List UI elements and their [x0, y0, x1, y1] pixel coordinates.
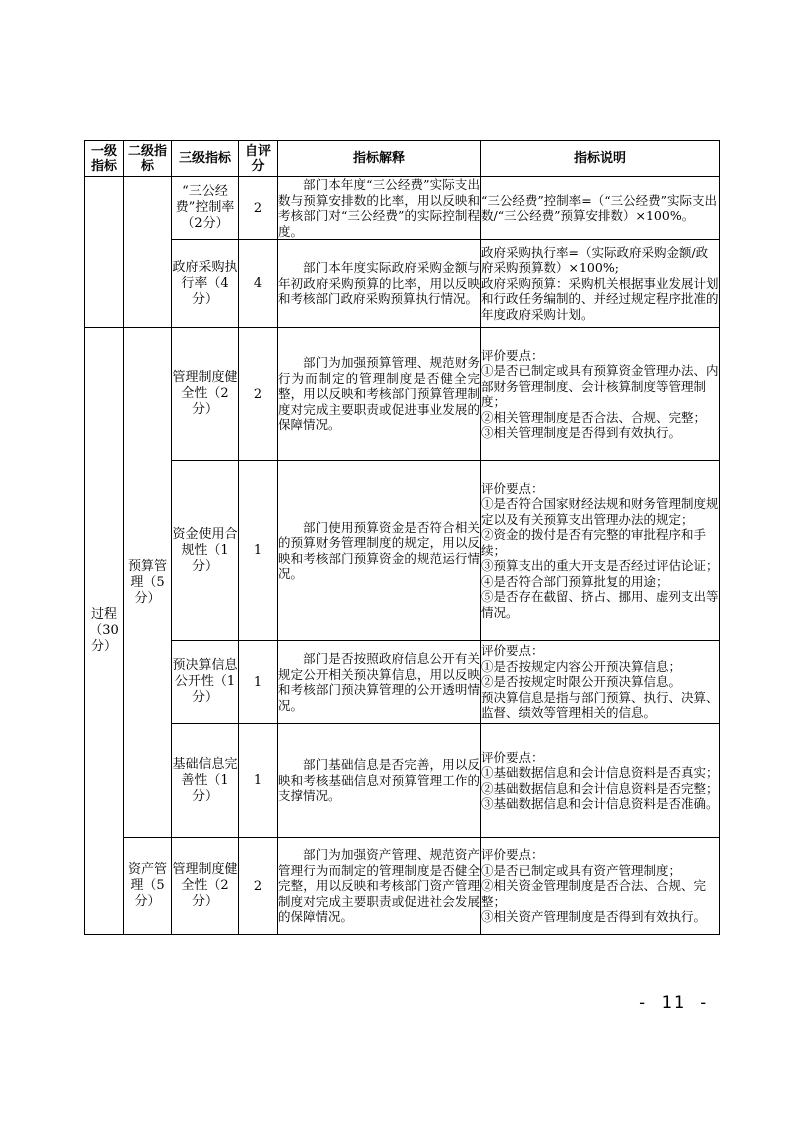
- score-cell: 2: [239, 177, 278, 240]
- level3-cell: 资金使用合规性（1分）: [172, 461, 239, 641]
- level1-empty-cell: [85, 177, 124, 328]
- score-cell: 4: [239, 240, 278, 328]
- table-row: [85, 328, 720, 461]
- indicator-table: [84, 140, 720, 935]
- level3-cell: 预决算信息公开性（1分）: [172, 641, 239, 724]
- description-line: ①是否已制定或具有资产管理制度；: [481, 862, 682, 878]
- score-cell: 1: [239, 641, 278, 724]
- score-cell: 2: [239, 838, 278, 935]
- header-self-score: 自评分: [239, 141, 278, 177]
- description-cell: [481, 461, 720, 641]
- description-line: 预决算信息是指与部门预算、执行、决算、监督、绩效等管理相关的信息。: [481, 689, 719, 721]
- description-line: ④是否符合部门预算批复的用途；: [481, 573, 669, 589]
- explanation-cell: 部门基础信息是否完善，用以反映和考核基础信息对预算管理工作的支撑情况。: [278, 724, 481, 838]
- description-line: ②资金的拨付是否有完整的审批程序和手续；: [481, 527, 707, 558]
- description-line: ②相关资金管理制度是否合法、合规、完整；: [481, 878, 707, 909]
- header-description: 指标说明: [481, 141, 720, 177]
- description-line: ③基础数据信息和会计信息资料是否准确。: [481, 796, 719, 811]
- level3-cell: 管理制度健全性（2分）: [172, 838, 239, 935]
- table-row: [85, 461, 720, 641]
- description-cell: [481, 328, 720, 461]
- description-line: 评价要点：: [481, 643, 544, 659]
- header-level2: 二级指标: [124, 141, 172, 177]
- explanation-cell: 部门为加强预算管理、规范财务行为而制定的管理制度是否健全完整，用以反映和考核部门预算管理制度对完成主要职责或促进事业发展的保障情况。: [278, 328, 481, 461]
- explanation-cell: 部门本年度实际政府采购金额与年初政府采购预算的比率，用以反映和考核部门政府采购预算执行情况。: [278, 240, 481, 328]
- level2-budget-mgmt-cell: 预算管理（5分）: [124, 328, 172, 838]
- description-line: ⑤是否存在截留、挤占、挪用、虚列支出等情况。: [481, 589, 719, 620]
- level1-process-cell: 过程（30分）: [85, 328, 124, 935]
- score-cell: 2: [239, 328, 278, 461]
- table-header-row: [85, 141, 720, 177]
- explanation-cell: 部门为加强资产管理、规范资产管理行为而制定的管理制度是否健全完整，用以反映和考核部门资产管理制度对完成主要职责或促进社会发展的保障情况。: [278, 838, 481, 935]
- description-line: ③预算支出的重大开支是否经过评估论证；: [481, 558, 719, 574]
- table-row: [85, 838, 720, 935]
- description-line: ②是否按规定时限公开预决算信息。: [481, 674, 682, 690]
- score-cell: 1: [239, 461, 278, 641]
- description-line: ②基础数据信息和会计信息资料是否完整；: [481, 780, 719, 796]
- level2-empty-cell: [124, 177, 172, 328]
- description-line: 评价要点：: [481, 347, 544, 363]
- explanation-cell: 部门本年度“三公经费”实际支出数与预算安排数的比率，用以反映和考核部门对“三公经费”的实际控制程度。: [278, 177, 480, 239]
- description-cell: [481, 724, 720, 838]
- description-line: 评价要点：: [481, 847, 544, 863]
- description-line: ①是否已制定或具有预算资金管理办法、内部财务管理制度、会计核算制度等管理制度；: [481, 363, 719, 409]
- description-cell: [481, 240, 720, 328]
- level3-cell: 管理制度健全性（2分）: [172, 328, 239, 461]
- description-line: 评价要点：: [481, 480, 544, 496]
- description-line: ②相关管理制度是否合法、合规、完整；: [481, 409, 707, 425]
- description-cell: [481, 838, 720, 935]
- description-line: 政府采购预算：采购机关根据事业发展计划和行政任务编制的、并经过规定程序批准的年度政府采购计划。: [481, 275, 719, 322]
- level3-cell: “三公经费”控制率（2分）: [172, 177, 239, 240]
- level3-cell: 基础信息完善性（1分）: [172, 724, 239, 838]
- header-level3: 三级指标: [172, 141, 239, 177]
- table-row: [85, 177, 720, 240]
- description-line: 评价要点：: [481, 749, 544, 765]
- description-line: ①是否符合国家财经法规和财务管理制度规定以及有关预算支出管理办法的规定；: [481, 496, 719, 527]
- description-line: ①是否按规定内容公开预决算信息；: [481, 658, 682, 674]
- description-cell: [481, 641, 720, 724]
- table-row: [85, 724, 720, 838]
- table-row: [85, 240, 720, 328]
- description-line: ③相关管理制度是否得到有效执行。: [481, 425, 682, 440]
- description-line: ①基础数据信息和会计信息资料是否真实；: [481, 765, 719, 780]
- page-number: - 11 -: [637, 993, 711, 1013]
- description-line: 政府采购执行率=（实际政府采购金额/政府采购预算数）×100%;: [481, 244, 709, 276]
- description-cell: [481, 177, 720, 240]
- explanation-cell: 部门使用预算资金是否符合相关的预算财务管理制度的规定，用以反映和考核部门预算资金的规范运行情况。: [278, 461, 481, 641]
- explanation-cell: 部门是否按照政府信息公开有关规定公开相关预决算信息，用以反映和考核部门预决算管理的公开透明情况。: [278, 641, 481, 724]
- level3-cell: 政府采购执行率（4分）: [172, 240, 239, 328]
- header-level1: 一级指标: [85, 141, 124, 177]
- score-cell: 1: [239, 724, 278, 838]
- level2-asset-mgmt-cell: 资产管理（5分）: [124, 838, 172, 935]
- header-explanation: 指标解释: [278, 141, 481, 177]
- description-line: ③相关资产管理制度是否得到有效执行。: [481, 909, 707, 925]
- description-line: “三公经费”控制率=（“三公经费”实际支出数/“三公经费”预算安排数）×100%。: [481, 192, 718, 223]
- table-row: [85, 641, 720, 724]
